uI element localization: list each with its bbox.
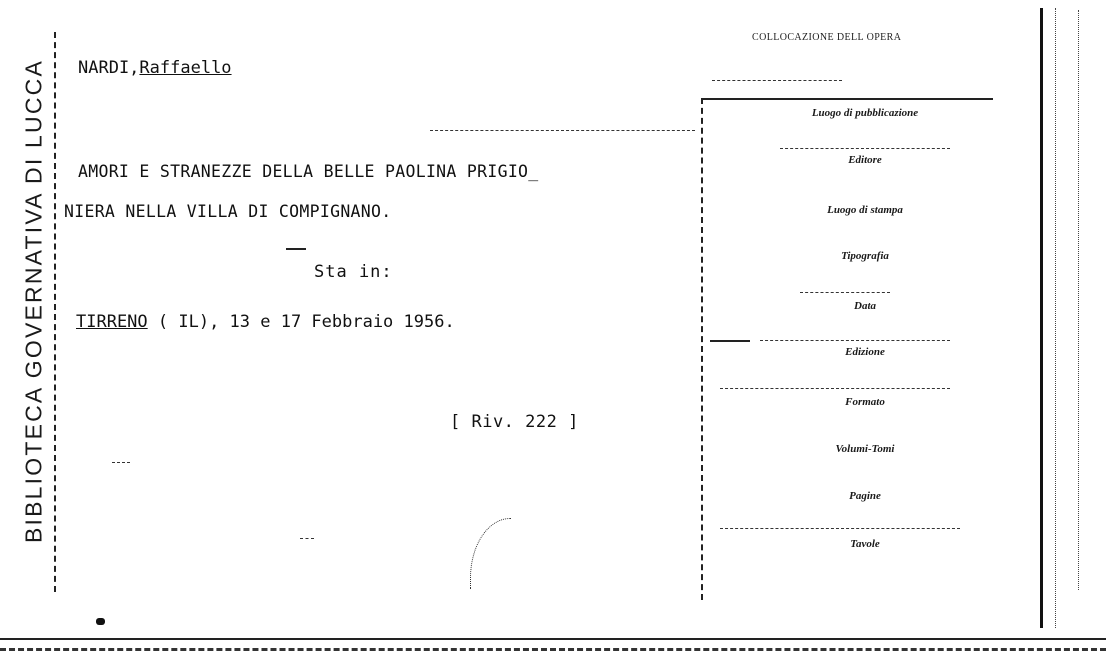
- form-field-tipografia: Tipografia: [841, 250, 889, 262]
- form-field-luogo-pubblicazione: Luogo di pubblicazione: [811, 107, 919, 119]
- shelf-reference: [ Riv. 222 ]: [450, 412, 579, 432]
- divider-dash: [430, 130, 695, 131]
- ink-blot: [96, 618, 105, 625]
- title-line-1: AMORI E STRANEZZE DELLA BELLE PAOLINA PRIGIO_: [78, 162, 539, 181]
- form-field-edizione: Edizione: [845, 346, 885, 358]
- form-field-pagine: Pagine: [849, 490, 881, 502]
- citation-line: [76, 312, 455, 332]
- form-field-formato: Formato: [845, 396, 885, 408]
- form-heading: COLLOCAZIONE DELL OPERA: [752, 32, 902, 43]
- journal-name: TIRRENO: [76, 312, 148, 332]
- form-divider: [712, 80, 842, 81]
- author-line: [78, 58, 232, 78]
- library-stamp-text: BIBLIOTECA GOVERNATIVA DI LUCCA: [20, 58, 47, 543]
- form-field-volumi-tomi: Volumi-Tomi: [835, 443, 895, 455]
- left-margin-rule: [54, 32, 56, 592]
- form-field-tavole: Tavole: [850, 538, 880, 550]
- right-edge-strip: [1040, 8, 1056, 628]
- stray-mark: [112, 462, 130, 463]
- form-field-luogo-stampa: Luogo di stampa: [827, 204, 903, 216]
- sta-in-label: Sta in:: [314, 262, 393, 282]
- form-field-editore: Editore: [848, 154, 882, 166]
- form-divider: [710, 340, 750, 342]
- bottom-rule: [0, 638, 1106, 640]
- right-margin-rule: [1078, 10, 1079, 590]
- library-stamp: [12, 8, 56, 593]
- form-divider: [760, 340, 950, 341]
- form-divider: [800, 292, 890, 293]
- form-divider: [720, 388, 950, 389]
- author-surname: NARDI,: [78, 58, 140, 78]
- bottom-rule-dashed: [0, 648, 1106, 651]
- form-divider: [720, 528, 960, 529]
- author-given-name: Raffaello: [139, 58, 232, 78]
- pencil-mark: [470, 518, 511, 589]
- form-field-data: Data: [854, 300, 876, 312]
- citation-details: ( IL), 13 e 17 Febbraio 1956.: [147, 312, 455, 332]
- title-line-2: NIERA NELLA VILLA DI COMPIGNANO.: [64, 202, 392, 221]
- divider-mark: [286, 248, 306, 250]
- stray-mark: [300, 538, 314, 539]
- form-divider: [780, 148, 950, 149]
